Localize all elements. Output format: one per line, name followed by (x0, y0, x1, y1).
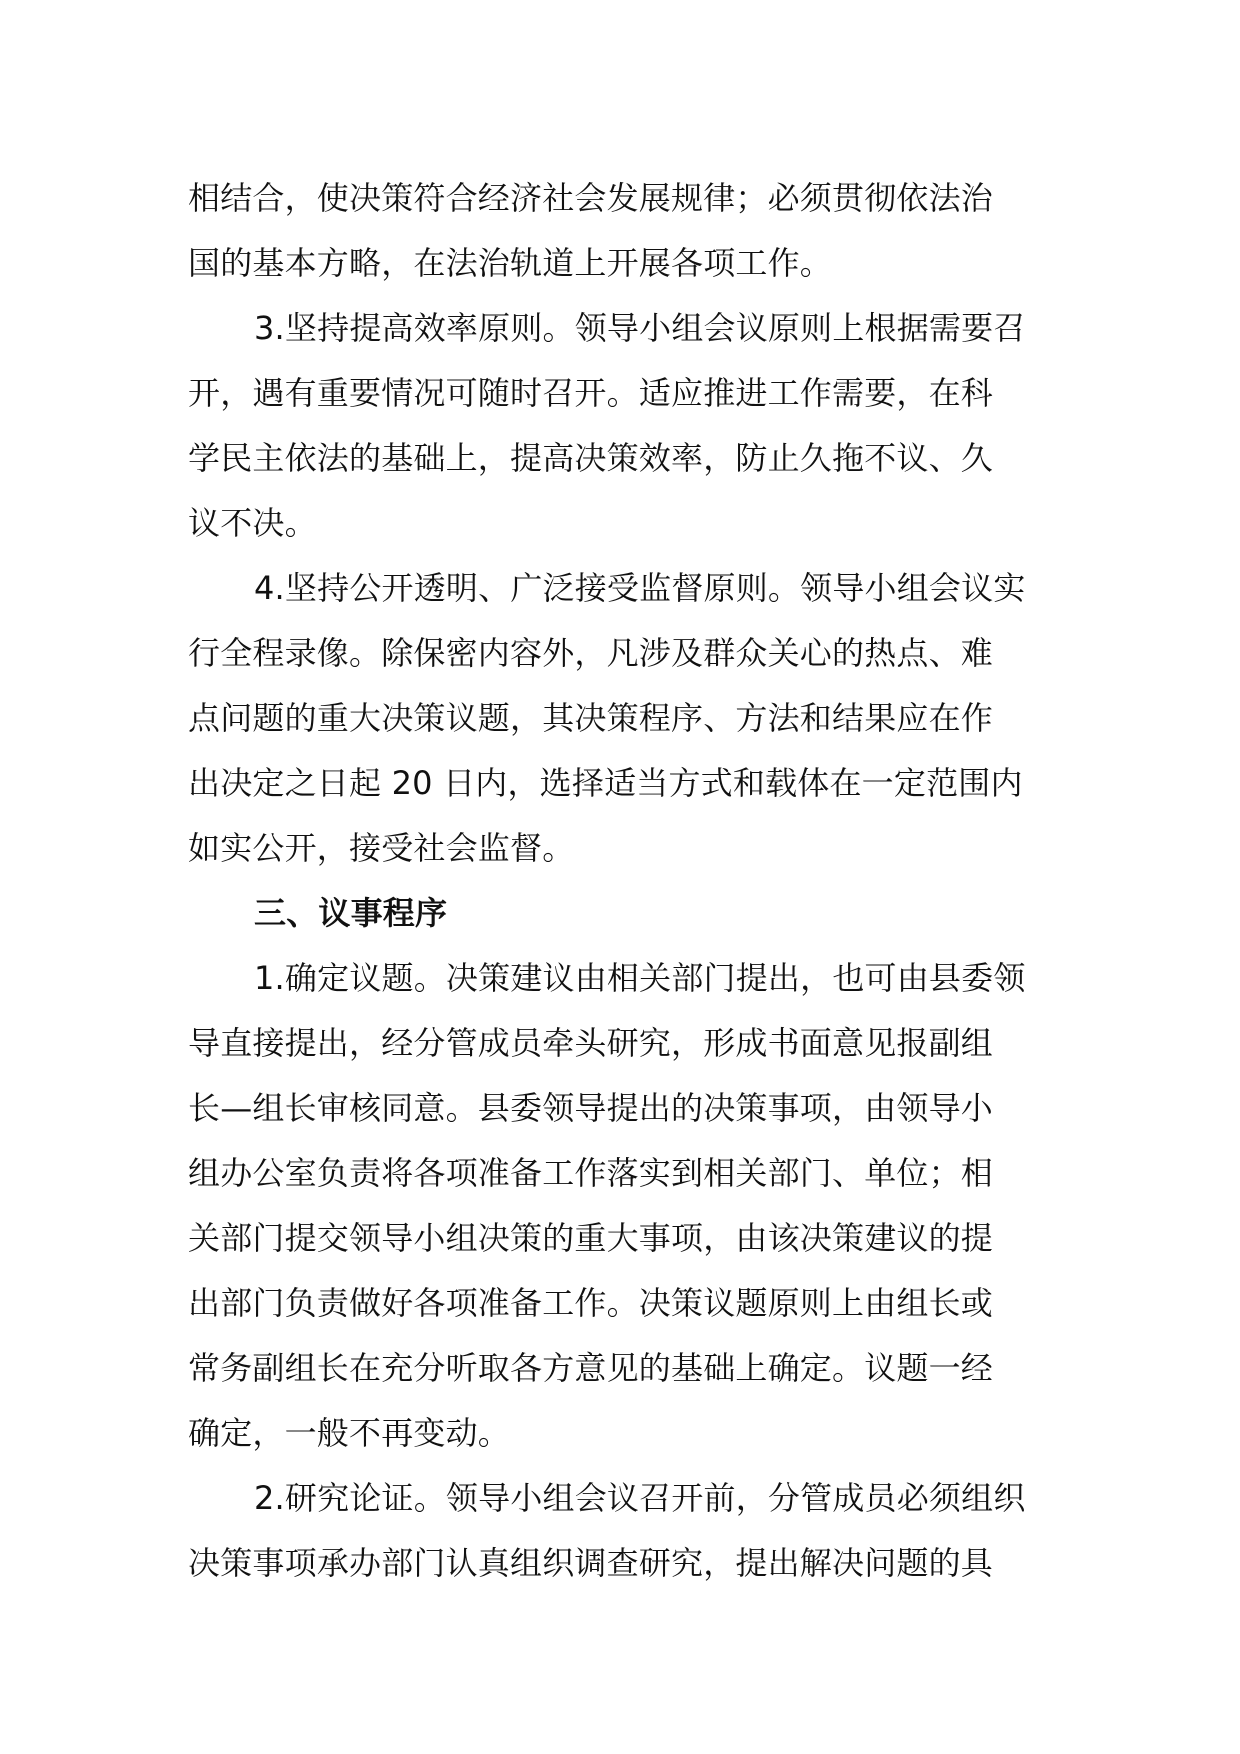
text-line: 议不决。 (188, 504, 317, 542)
text-line: 相结合，使决策符合经济社会发展规律；必须贯彻依法治 (188, 179, 994, 217)
text-line: 出部门负责做好各项准备工作。决策议题原则上由组长或 (188, 1284, 994, 1322)
text-line: 国的基本方略，在法治轨道上开展各项工作。 (188, 244, 833, 282)
section-heading: 三、议事程序 (254, 894, 448, 932)
text-line: 点问题的重大决策议题，其决策程序、方法和结果应在作 (188, 699, 994, 737)
paragraph-start-line: 4.坚持公开透明、广泛接受监督原则。领导小组会议实 (254, 569, 1026, 607)
paragraph-start-line: 3.坚持提高效率原则。领导小组会议原则上根据需要召 (254, 309, 1026, 347)
text-line: 学民主依法的基础上，提高决策效率，防止久拖不议、久 (188, 439, 994, 477)
text-line: 常务副组长在充分听取各方意见的基础上确定。议题一经 (188, 1349, 994, 1387)
text-line: 长—组长审核同意。县委领导提出的决策事项，由领导小 (188, 1089, 994, 1127)
text-line: 组办公室负责将各项准备工作落实到相关部门、单位；相 (188, 1154, 994, 1192)
text-line: 开，遇有重要情况可随时召开。适应推进工作需要，在科 (188, 374, 994, 412)
paragraph-start-line: 2.研究论证。领导小组会议召开前，分管成员必须组织 (254, 1479, 1026, 1517)
text-line: 出决定之日起 20 日内，选择适当方式和载体在一定范围内 (188, 764, 1023, 802)
text-line: 关部门提交领导小组决策的重大事项，由该决策建议的提 (188, 1219, 994, 1257)
text-line: 决策事项承办部门认真组织调查研究，提出解决问题的具 (188, 1544, 994, 1582)
text-line: 行全程录像。除保密内容外，凡涉及群众关心的热点、难 (188, 634, 994, 672)
text-line: 确定，一般不再变动。 (188, 1414, 511, 1452)
document-body (188, 166, 1058, 1596)
text-line: 导直接提出，经分管成员牵头研究，形成书面意见报副组 (188, 1024, 994, 1062)
text-line: 如实公开，接受社会监督。 (188, 829, 575, 867)
paragraph-start-line: 1.确定议题。决策建议由相关部门提出，也可由县委领 (254, 959, 1026, 997)
